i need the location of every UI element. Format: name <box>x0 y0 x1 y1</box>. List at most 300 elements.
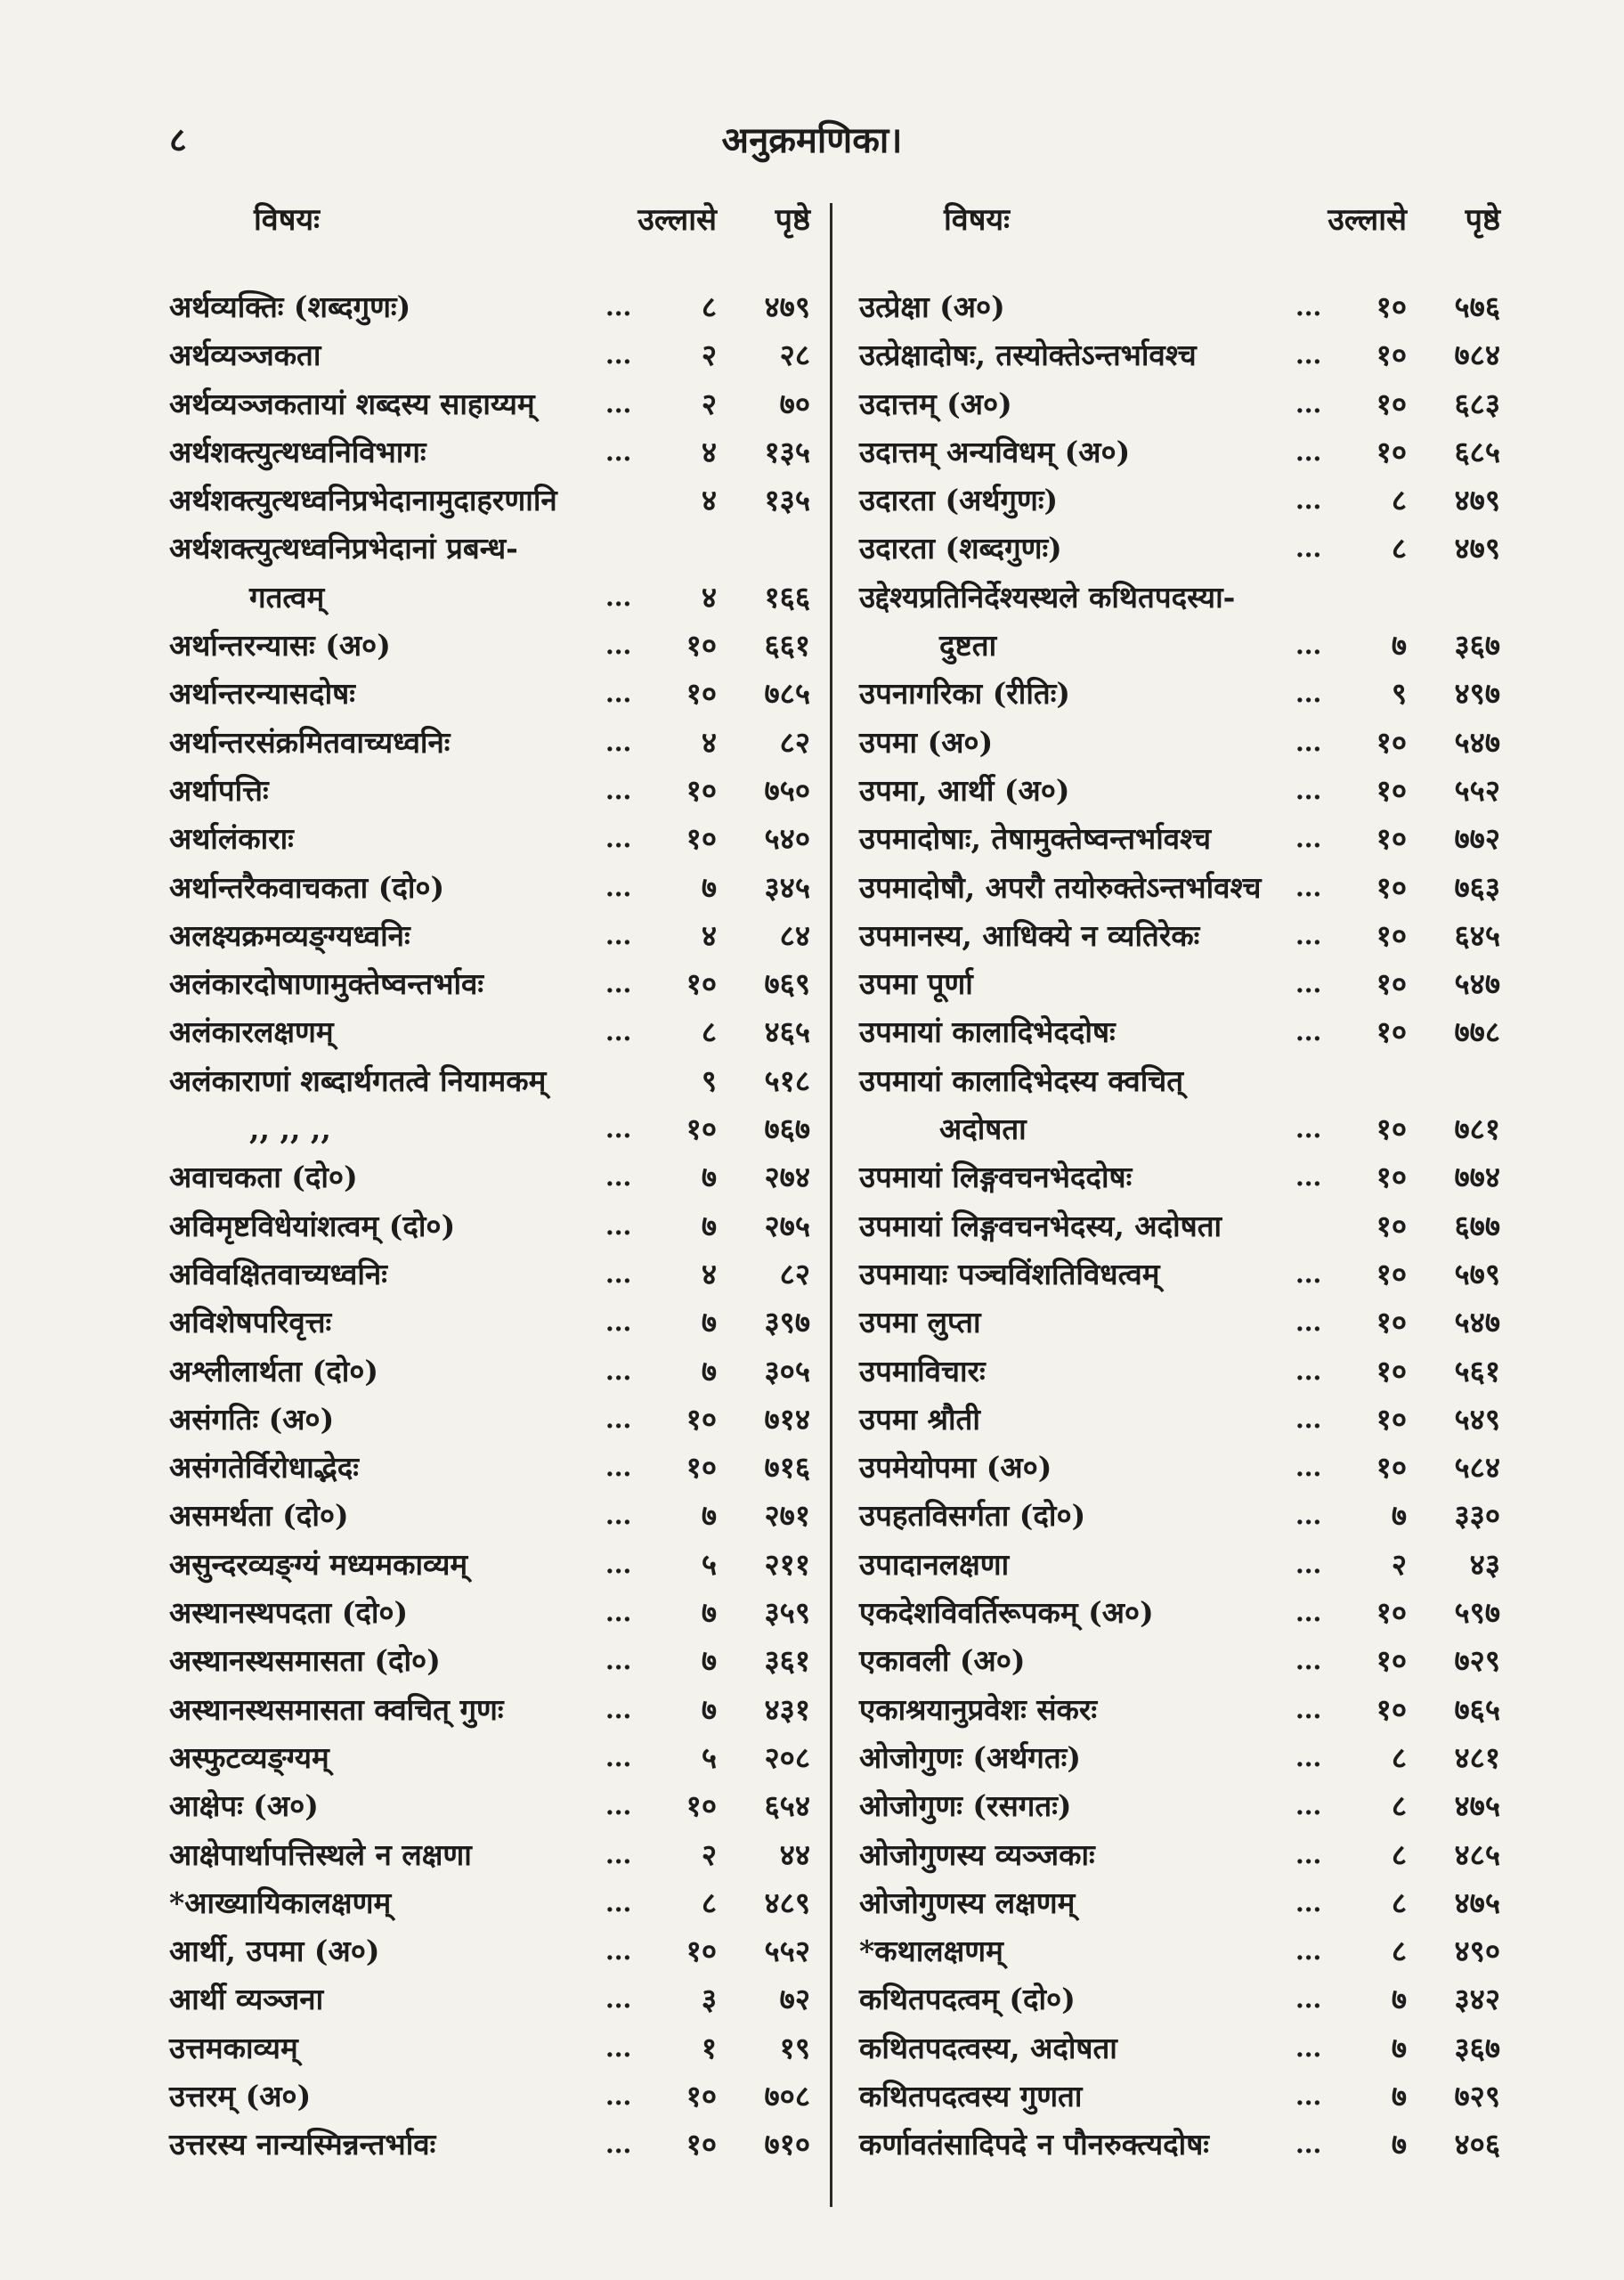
entry-subject: अर्थव्यञ्जकता <box>169 338 321 373</box>
entry-page: ५४९ <box>1454 1401 1500 1437</box>
entry-leader: ... <box>605 775 632 805</box>
entry-page: ७६९ <box>764 966 810 1002</box>
index-entry <box>169 912 810 960</box>
entry-page: ७२९ <box>1454 2078 1500 2113</box>
entry-subject: अर्थशक्त्युत्थध्वनिप्रभेदानां प्रबन्ध- <box>169 531 518 566</box>
entry-subject: अलंकाराणां शब्दार्थगतत्वे नियामकम् <box>169 1063 547 1098</box>
header-page: पृष्ठे <box>775 202 810 238</box>
entry-leader: ... <box>1295 1549 1322 1579</box>
entry-page: ७७८ <box>1454 1014 1500 1050</box>
header-page: पृष्ठे <box>1465 202 1500 238</box>
entry-page: १३५ <box>764 483 810 518</box>
entry-leader: ... <box>1295 1162 1322 1193</box>
entry-subject: अर्थशक्त्युत्थध्वनिप्रभेदानामुदाहरणानि <box>169 483 557 518</box>
entry-leader: ... <box>1295 1114 1322 1144</box>
index-entry <box>169 283 810 331</box>
entry-subject: अर्थान्तरन्यासदोषः <box>169 676 355 712</box>
index-entry <box>859 2024 1500 2072</box>
index-entry <box>859 428 1500 476</box>
entry-page: ६४५ <box>1454 917 1500 953</box>
entry-subject: आर्थी व्यञ्जना <box>169 1982 324 2017</box>
entry-chapter: १० <box>1376 1643 1407 1679</box>
entry-subject: उत्तरम् (अ०) <box>169 2078 312 2113</box>
entry-page: १६६ <box>764 579 810 615</box>
index-entry <box>169 622 810 670</box>
entry-subject: दुष्टता <box>939 628 997 664</box>
entry-subject: ओजोगुणः (अर्थगतः) <box>859 1739 1081 1775</box>
index-entry <box>859 1589 1500 1637</box>
entry-page: ८२ <box>779 724 810 760</box>
entry-chapter: १० <box>1376 1353 1407 1388</box>
entry-page: ५४७ <box>1454 966 1500 1002</box>
entry-page: २७१ <box>764 1498 810 1534</box>
entry-subject: उपमेयोपमा (अ०) <box>859 1450 1052 1486</box>
entry-leader: ... <box>605 340 632 370</box>
entry-leader: ... <box>605 1646 632 1676</box>
header-subject: विषयः <box>944 202 1010 238</box>
entry-subject: अविशेषपरिवृत्तः <box>169 1305 332 1340</box>
entry-page: ७६७ <box>764 1112 810 1147</box>
index-entry <box>859 767 1500 815</box>
page-number: ८ <box>169 119 187 159</box>
entry-page: ५४७ <box>1454 724 1500 760</box>
entry-chapter: ८ <box>1391 483 1407 518</box>
entry-subject: उदारता (शब्दगुणः) <box>859 531 1062 566</box>
entry-leader: ... <box>1295 340 1322 370</box>
entry-leader: ... <box>605 1936 632 1966</box>
entry-page: ३५९ <box>764 1595 810 1631</box>
entry-subject: उपमादोषौ, अपरौ तयोरुक्तेऽन्तर्भावश्च <box>859 869 1262 905</box>
entry-leader: ... <box>605 2080 632 2111</box>
entry-chapter: ७ <box>1391 628 1407 664</box>
entry-page: ६६१ <box>764 628 810 664</box>
entry-subject: असंगतिः (अ०) <box>169 1401 335 1437</box>
entry-page: ५४० <box>764 821 810 857</box>
entry-page: ५८४ <box>1454 1450 1500 1486</box>
entry-subject: उपमाविचारः <box>859 1353 986 1388</box>
entry-leader: ... <box>605 1453 632 1483</box>
entry-leader: ... <box>1295 485 1322 516</box>
entry-leader: ... <box>1295 824 1322 854</box>
entry-chapter: १० <box>1376 1160 1407 1195</box>
entry-page: ४७९ <box>1454 531 1500 566</box>
index-entry <box>859 1975 1500 2024</box>
entry-leader: ... <box>1295 388 1322 419</box>
entry-subject: उपमा (अ०) <box>859 724 994 760</box>
entry-page: ७१० <box>764 2127 810 2162</box>
index-entry <box>859 1782 1500 1830</box>
entry-chapter: १० <box>1376 1595 1407 1631</box>
entry-page: ६७७ <box>1454 1208 1500 1243</box>
entry-chapter: १० <box>1376 1208 1407 1243</box>
entry-page: ४७९ <box>1454 483 1500 518</box>
index-entry <box>859 476 1500 525</box>
index-entry <box>859 1396 1500 1444</box>
entry-page: ५७९ <box>1454 1256 1500 1291</box>
entry-chapter: १० <box>1376 386 1407 421</box>
entry-leader: ... <box>605 1887 632 1918</box>
entry-page: ३६७ <box>1454 628 1500 664</box>
entry-subject: *आख्यायिकालक्षणम् <box>169 1885 392 1920</box>
entry-leader: ... <box>1295 1839 1322 1869</box>
entry-page: ७६५ <box>1454 1691 1500 1727</box>
entry-chapter: १० <box>1376 289 1407 324</box>
index-entry <box>859 525 1500 573</box>
entry-leader: ... <box>605 1984 632 2015</box>
entry-leader: ... <box>605 1839 632 1869</box>
entry-chapter: १० <box>1376 821 1407 857</box>
entry-leader: ... <box>1295 1598 1322 1628</box>
entry-leader: ... <box>1295 969 1322 999</box>
entry-subject: अर्थापत्तिः <box>169 772 269 808</box>
entry-chapter: १० <box>686 1401 717 1437</box>
entry-chapter: ७ <box>1391 1982 1407 2017</box>
entry-chapter: १० <box>1376 917 1407 953</box>
entry-leader: ... <box>605 1404 632 1434</box>
index-entry <box>859 912 1500 960</box>
entry-page: ४९० <box>1454 1934 1500 1969</box>
entry-chapter: १० <box>686 1450 717 1486</box>
index-entry <box>859 1348 1500 1396</box>
index-entry <box>859 2072 1500 2121</box>
entry-page: ४४ <box>779 1836 810 1872</box>
index-entry <box>169 1105 810 1153</box>
entry-subject: उपमादोषाः, तेषामुक्तेष्वन्तर्भावश्च <box>859 821 1212 857</box>
entry-leader: ... <box>1295 727 1322 757</box>
index-entry <box>859 283 1500 331</box>
entry-page: ४७५ <box>1454 1885 1500 1920</box>
entry-subject: अर्थालंकाराः <box>169 821 294 857</box>
entry-chapter: २ <box>1391 1546 1407 1582</box>
entry-chapter: ८ <box>701 1885 717 1920</box>
entry-page: ५७६ <box>1454 289 1500 324</box>
entry-subject: आर्थी, उपमा (अ०) <box>169 1934 380 1969</box>
entry-subject: अस्थानस्थसमासता (दो०) <box>169 1643 441 1679</box>
entry-subject: अलंकारदोषाणामुक्तेष्वन्तर्भावः <box>169 966 484 1002</box>
header-subject: विषयः <box>254 202 320 238</box>
entry-page: ३३० <box>1454 1498 1500 1534</box>
entry-leader: ... <box>1295 1887 1322 1918</box>
index-entry <box>169 1348 810 1396</box>
entry-chapter: ७ <box>1391 1498 1407 1534</box>
entry-chapter: ७ <box>701 1691 717 1727</box>
index-entry <box>169 574 810 622</box>
index-entry <box>859 1541 1500 1589</box>
entry-subject: अलक्ष्यक्रमव्यङ्ग्यध्वनिः <box>169 917 410 953</box>
entry-subject: उदारता (अर्थगुणः) <box>859 483 1059 518</box>
index-entry <box>169 1782 810 1830</box>
entry-subject: उपमा लुप्ता <box>859 1305 981 1340</box>
entry-page: २८ <box>779 338 810 373</box>
entry-page: १३५ <box>764 434 810 469</box>
index-entry <box>859 574 1500 622</box>
entry-leader: ... <box>605 1742 632 1772</box>
entry-subject: कर्णावतंसादिपदे न पौनरुक्त्यदोषः <box>859 2127 1209 2162</box>
entry-leader: ... <box>605 824 632 854</box>
entry-chapter: ७ <box>701 1160 717 1195</box>
entry-leader: ... <box>605 1598 632 1628</box>
entry-page: ८४ <box>779 917 810 953</box>
index-entry <box>859 1444 1500 1492</box>
entry-page: ६५४ <box>764 1788 810 1824</box>
index-entry <box>169 331 810 379</box>
entry-chapter: १० <box>1376 772 1407 808</box>
index-entry <box>169 670 810 718</box>
entry-chapter: १० <box>1376 1256 1407 1291</box>
entry-subject: उदात्तम् अन्यविधम् (अ०) <box>859 434 1131 469</box>
entry-chapter: १० <box>1376 1691 1407 1727</box>
index-entry <box>859 622 1500 670</box>
entry-subject: अर्थव्यक्तिः (शब्दगुणः) <box>169 289 411 324</box>
entry-page: ४८९ <box>764 1885 810 1920</box>
entry-chapter: ७ <box>1391 2030 1407 2065</box>
index-entry <box>859 1008 1500 1056</box>
index-entry <box>859 380 1500 428</box>
entry-page: ४३ <box>1469 1546 1500 1582</box>
entry-chapter: ८ <box>1391 1836 1407 1872</box>
index-entry <box>169 1250 810 1299</box>
entry-page: ३६१ <box>764 1643 810 1679</box>
entry-subject: ओजोगुणस्य लक्षणम् <box>859 1885 1076 1920</box>
entry-leader: ... <box>1295 1984 1322 2015</box>
entry-chapter: ७ <box>1391 2127 1407 2162</box>
entry-subject: अविवक्षितवाच्यध्वनिः <box>169 1256 387 1291</box>
entry-page: २०८ <box>764 1739 810 1775</box>
entry-chapter: ४ <box>701 579 717 615</box>
entry-leader: ... <box>1295 1356 1322 1386</box>
entry-subject: उपमा पूर्णा <box>859 966 973 1002</box>
entry-chapter: ८ <box>1391 1885 1407 1920</box>
index-entry <box>169 1831 810 1879</box>
entry-leader: ... <box>605 920 632 950</box>
entry-page: ७२९ <box>1454 1643 1500 1679</box>
index-entry <box>169 864 810 912</box>
entry-chapter: १० <box>1376 338 1407 373</box>
entry-chapter: ७ <box>701 1595 717 1631</box>
entry-subject: ,, ,, ,, <box>249 1112 331 1147</box>
entry-chapter: १० <box>686 821 717 857</box>
entry-leader: ... <box>605 969 632 999</box>
entry-page: ३४२ <box>1454 1982 1500 2017</box>
index-entry <box>169 428 810 476</box>
entry-page: ३६७ <box>1454 2030 1500 2065</box>
index-entry <box>169 1975 810 2024</box>
entry-page: २११ <box>764 1546 810 1582</box>
entry-chapter: ७ <box>701 1353 717 1388</box>
entry-leader: ... <box>1295 1453 1322 1483</box>
entry-chapter: ५ <box>701 1739 717 1775</box>
index-entry <box>859 331 1500 379</box>
entry-leader: ... <box>605 727 632 757</box>
entry-chapter: ४ <box>701 917 717 953</box>
entry-subject: उपमायाः पञ्चविंशतिविधत्वम् <box>859 1256 1160 1291</box>
entry-page: ४७५ <box>1454 1788 1500 1824</box>
entry-chapter: ७ <box>701 1208 717 1243</box>
entry-subject: अश्लीलार्थता (दो०) <box>169 1353 379 1388</box>
entry-leader: ... <box>1295 920 1322 950</box>
entry-subject: उपमायां कालादिभेदस्य क्वचित् <box>859 1063 1183 1098</box>
index-entry <box>169 2024 810 2072</box>
entry-chapter: ७ <box>1391 2078 1407 2113</box>
entry-leader: ... <box>1295 1404 1322 1434</box>
entry-leader: ... <box>1295 631 1322 661</box>
index-entry <box>169 1541 810 1589</box>
entry-subject: उदात्तम् (अ०) <box>859 386 1012 421</box>
entry-chapter: ८ <box>1391 531 1407 566</box>
entry-leader: ... <box>605 872 632 902</box>
entry-leader: ... <box>1295 872 1322 902</box>
index-entry <box>169 525 810 573</box>
index-entry <box>859 1057 1500 1105</box>
entry-subject: कथितपदत्वम् (दो०) <box>859 1982 1076 2017</box>
index-entry <box>169 1637 810 1685</box>
entry-subject: असुन्दरव्यङ्ग्यं मध्यमकाव्यम् <box>169 1546 468 1582</box>
entry-leader: ... <box>605 2032 632 2063</box>
entry-leader: ... <box>1295 775 1322 805</box>
index-entry <box>859 719 1500 767</box>
entry-leader: ... <box>605 1114 632 1144</box>
index-entry <box>859 1250 1500 1299</box>
entry-page: ७०८ <box>764 2078 810 2113</box>
index-entry <box>859 1734 1500 1782</box>
entry-page: १९ <box>779 2030 810 2065</box>
entry-leader: ... <box>605 292 632 322</box>
entry-subject: उपमायां कालादिभेददोषः <box>859 1014 1116 1050</box>
header-chapter: उल्लासे <box>637 202 717 238</box>
entry-chapter: ९ <box>1391 676 1407 712</box>
entry-chapter: १० <box>1376 434 1407 469</box>
entry-chapter: १० <box>1376 1450 1407 1486</box>
index-entry <box>859 670 1500 718</box>
entry-chapter: ७ <box>701 1498 717 1534</box>
entry-leader: ... <box>605 1258 632 1289</box>
index-entry <box>859 1202 1500 1250</box>
index-entry <box>859 1153 1500 1201</box>
entry-chapter: १० <box>1376 1401 1407 1437</box>
index-entry <box>859 1831 1500 1879</box>
column-divider <box>830 203 832 2207</box>
entry-chapter: १० <box>686 772 717 808</box>
index-entry <box>169 380 810 428</box>
entry-chapter: १० <box>1376 1014 1407 1050</box>
entry-page: ७५० <box>764 772 810 808</box>
entry-page: ५६१ <box>1454 1353 1500 1388</box>
index-entry <box>859 1879 1500 1927</box>
entry-subject: असमर्थता (दो०) <box>169 1498 349 1534</box>
index-entry <box>169 476 810 525</box>
entry-subject: अवाचकता (दो०) <box>169 1160 358 1195</box>
index-entries-right <box>859 283 1500 2170</box>
entry-leader: ... <box>605 582 632 612</box>
entry-leader: ... <box>605 1694 632 1724</box>
entry-page: ५५२ <box>1454 772 1500 808</box>
entry-leader: ... <box>605 388 632 419</box>
entry-page: ७७२ <box>1454 821 1500 857</box>
index-entry <box>169 1492 810 1540</box>
entry-chapter: १० <box>686 2078 717 2113</box>
entry-page: ४७९ <box>764 289 810 324</box>
header-chapter: उल्लासे <box>1328 202 1407 238</box>
entry-subject: कथितपदत्वस्य, अदोषता <box>859 2030 1117 2065</box>
entry-leader: ... <box>605 2129 632 2160</box>
index-entry <box>169 1153 810 1201</box>
entry-subject: आक्षेपः (अ०) <box>169 1788 319 1824</box>
index-entry <box>169 1202 810 1250</box>
entry-leader: ... <box>605 1307 632 1338</box>
entry-chapter: ७ <box>701 869 717 905</box>
entry-subject: उपनागरिका (रीतिः) <box>859 676 1070 712</box>
entry-subject: उद्देश्यप्रतिनिर्देश्यस्थले कथितपदस्या- <box>859 579 1236 615</box>
entry-leader: ... <box>605 1210 632 1241</box>
entry-subject: ओजोगुणः (रसगतः) <box>859 1788 1072 1824</box>
entry-chapter: १० <box>1376 966 1407 1002</box>
entry-chapter: ४ <box>701 724 717 760</box>
entry-subject: उत्प्रेक्षा (अ०) <box>859 289 1005 324</box>
entry-subject: उपमा श्रौती <box>859 1401 980 1437</box>
entry-chapter: १० <box>686 1788 717 1824</box>
entry-leader: ... <box>1295 1307 1322 1338</box>
entry-chapter: ७ <box>701 1305 717 1340</box>
index-entry <box>169 1008 810 1056</box>
index-entry <box>169 1444 810 1492</box>
index-entry <box>859 1299 1500 1347</box>
entry-chapter: १० <box>1376 1305 1407 1340</box>
entry-page: ८२ <box>779 1256 810 1291</box>
entry-chapter: २ <box>701 1836 717 1872</box>
entry-subject: उपमा, आर्थी (अ०) <box>859 772 1070 808</box>
entry-chapter: ८ <box>701 1014 717 1050</box>
entry-leader: ... <box>605 1549 632 1579</box>
entry-subject: उत्प्रेक्षादोषः, तस्योक्तेऽन्तर्भावश्च <box>859 338 1197 373</box>
index-entry <box>169 1734 810 1782</box>
entry-page: ४९७ <box>1454 676 1500 712</box>
entry-subject: अविमृष्टविधेयांशत्वम् (दो०) <box>169 1208 456 1243</box>
entry-chapter: ८ <box>701 289 717 324</box>
entry-chapter: २ <box>701 338 717 373</box>
entry-chapter: ७ <box>701 1643 717 1679</box>
entry-page: ३४५ <box>764 869 810 905</box>
entry-subject: अर्थव्यञ्जकतायां शब्दस्य साहाय्यम् <box>169 386 535 421</box>
entry-chapter: ८ <box>1391 1739 1407 1775</box>
entry-subject: ओजोगुणस्य व्यञ्जकाः <box>859 1836 1095 1872</box>
entry-leader: ... <box>605 1501 632 1531</box>
entry-page: ३०५ <box>764 1353 810 1388</box>
entry-chapter: ४ <box>701 483 717 518</box>
entry-leader: ... <box>1295 292 1322 322</box>
entry-chapter: १० <box>686 2127 717 2162</box>
index-entry <box>169 815 810 863</box>
index-entry <box>859 815 1500 863</box>
entry-page: ४८५ <box>1454 1836 1500 1872</box>
entry-leader: ... <box>1295 533 1322 564</box>
entry-subject: *कथालक्षणम् <box>859 1934 1003 1969</box>
index-entry <box>859 864 1500 912</box>
entry-page: ६८३ <box>1454 386 1500 421</box>
index-entries-left <box>169 283 810 2170</box>
entry-leader: ... <box>1295 2080 1322 2111</box>
entry-page: ७८१ <box>1454 1112 1500 1147</box>
entry-leader: ... <box>1295 2032 1322 2063</box>
index-entry <box>859 2121 1500 2169</box>
entry-subject: असंगतेर्विरोधाद्भेदः <box>169 1450 359 1486</box>
entry-page: ४३१ <box>764 1691 810 1727</box>
entry-subject: एकावली (अ०) <box>859 1643 1026 1679</box>
entry-chapter: ४ <box>701 1256 717 1291</box>
index-entry <box>859 1637 1500 1685</box>
entry-chapter: १० <box>686 966 717 1002</box>
entry-leader: ... <box>605 631 632 661</box>
entry-subject: एकाश्रयानुप्रवेशः संकरः <box>859 1691 1098 1727</box>
